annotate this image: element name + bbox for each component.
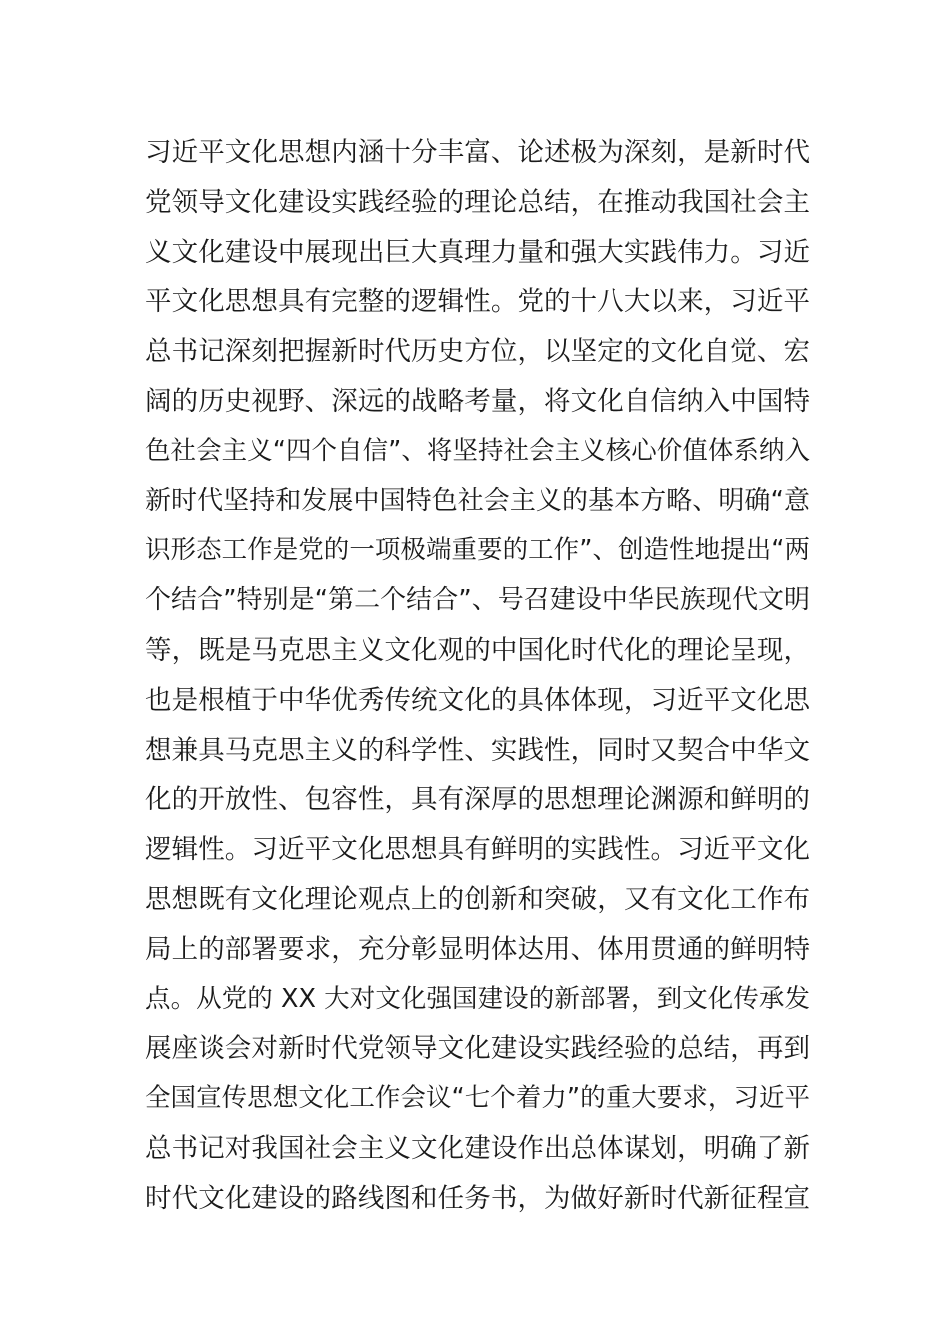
text-line: 色社会主义“四个自信”、将坚持社会主义核心价值体系纳入	[145, 435, 810, 466]
text-line: 新时代坚持和发展中国特色社会主义的基本方略、明确“意	[145, 485, 810, 516]
text-line: 平文化思想具有完整的逻辑性。党的十八大以来，习近平	[145, 286, 810, 318]
text-line: 展座谈会对新时代党领导文化建设实践经验的总结，再到	[145, 1033, 810, 1065]
text-line: 时代文化建设的路线图和任务书，为做好新时代新征程宣	[145, 1182, 810, 1214]
text-line: 逻辑性。习近平文化思想具有鲜明的实践性。习近平文化	[145, 834, 810, 866]
text-line: 等，既是马克思主义文化观的中国化时代化的理论呈现，	[145, 634, 810, 666]
text-line: 化的开放性、包容性，具有深厚的思想理论渊源和鲜明的	[145, 784, 810, 816]
text-line: 阔的历史视野、深远的战略考量，将文化自信纳入中国特	[145, 385, 810, 417]
text-line: 义文化建设中展现出巨大真理力量和强大实践伟力。习近	[145, 236, 810, 268]
text-line: 总书记深刻把握新时代历史方位，以坚定的文化自觉、宏	[145, 336, 810, 368]
text-line: 全国宣传思想文化工作会议“七个着力”的重大要求，习近平	[145, 1083, 810, 1114]
text-line: 识形态工作是党的一项极端重要的工作”、创造性地提出“两	[145, 535, 810, 566]
text-line: 个结合”特别是“第二个结合”、号召建设中华民族现代文明	[145, 585, 810, 616]
text-line: 也是根植于中华优秀传统文化的具体体现，习近平文化思	[145, 684, 810, 716]
text-line: 想兼具马克思主义的科学性、实践性，同时又契合中华文	[145, 734, 810, 766]
text-line: 局上的部署要求，充分彰显明体达用、体用贯通的鲜明特	[145, 933, 810, 965]
text-line: 总书记对我国社会主义文化建设作出总体谋划，明确了新	[145, 1132, 810, 1164]
text-line: 党领导文化建设实践经验的理论总结，在推动我国社会主	[145, 186, 810, 218]
text-line: 思想既有文化理论观点上的创新和突破，又有文化工作布	[145, 883, 810, 915]
text-line: 点。从党的 XX 大对文化强国建设的新部署，到文化传承发	[145, 983, 810, 1014]
body-paragraph	[145, 128, 810, 1224]
text-line: 习近平文化思想内涵十分丰富、论述极为深刻，是新时代	[145, 137, 810, 168]
